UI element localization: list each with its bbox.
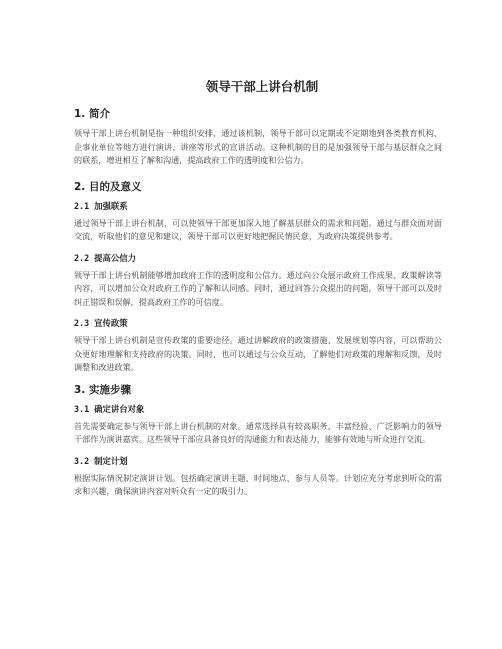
subsection-paragraph-make-plan: 根据实际情况制定演讲计划。包括确定演讲主题、时间地点、参与人员等。计划应充分考虑到听众的需求和兴趣，确保演讲内容对听众有一定的吸引力。 [74,472,442,496]
document-title: 领导干部上讲台机制 [205,79,319,94]
subsection-paragraph-select-speakers: 首先需要确定参与领导干部上讲台机制的对象。通常选择具有较高职务、丰富经验、广泛影响力的领导干部作为演讲嘉宾。这些领导干部应具备良好的沟通能力和表达能力，能够有效地与听众进行交流。 [74,420,442,444]
subsection-heading-make-plan: 3.2 制定计划 [74,455,128,466]
subsection-heading-credibility: 2.2 提高公信力 [74,252,137,263]
subsection-heading-strengthen-ties: 2.1 加强联系 [74,200,128,211]
section-heading-steps: 3. 实施步骤 [74,383,131,396]
subsection-paragraph-strengthen-ties: 通过领导干部上讲台机制，可以使领导干部更加深入地了解基层群众的需求和问题。通过与群众面对面交流，听取他们的意见和建议，领导干部可以更好地把握民情民意，为政府决策提供参考。 [74,217,442,241]
subsection-paragraph-credibility: 领导干部上讲台机制能够增加政府工作的透明度和公信力。通过向公众展示政府工作成果、政策解读等内容，可以增加公众对政府工作的了解和认同感。同时，通过回答公众提出的问题，领导干部可以及时纠正错误和误解，提高政府工作的可信度。 [74,269,442,307]
subsection-heading-promote-policy: 2.3 宣传政策 [74,318,128,328]
section-paragraph-intro: 领导干部上讲台机制是指一种组织安排，通过该机制，领导干部可以定期或不定期地到各类教育机构、企事业单位等地方进行演讲、讲座等形式的宣讲活动。这种机制的目的是加强领导干部与基层群众之间的联系，增进相互了解和沟通，提高政府工作的透明度和公信力。 [74,128,442,165]
section-heading-purpose: 2. 目的及意义 [74,180,142,193]
section-heading-intro: 1. 简介 [74,108,110,120]
subsection-heading-select-speakers: 3.1 确定讲台对象 [74,403,145,414]
subsection-paragraph-promote-policy: 领导干部上讲台机制是宣传政策的重要途径。通过讲解政府的政策措施、发展规划等内容，可以帮助公众更好地理解和支持政府的决策。同时，也可以通过与公众互动，了解他们对政策的理解和反馈，及时调整和改进政策。 [74,335,442,372]
